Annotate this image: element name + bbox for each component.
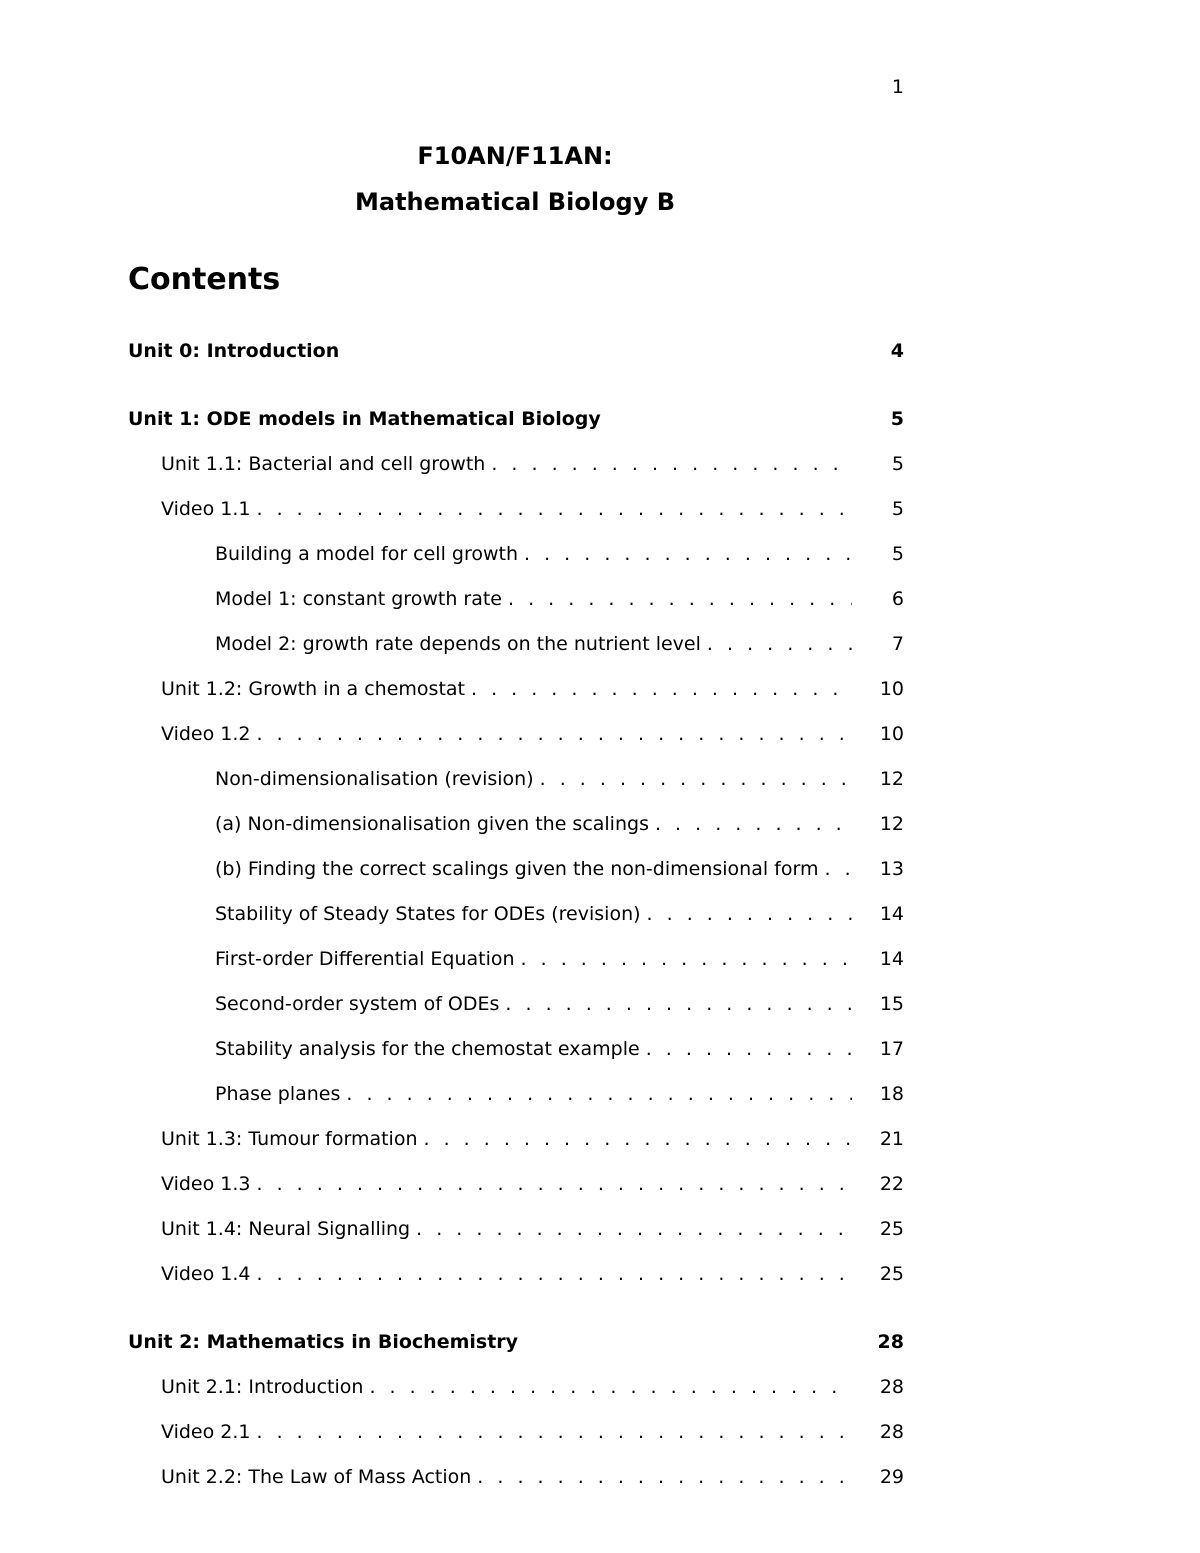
toc-entry-page: 21	[879, 1128, 904, 1150]
toc-entry-title: Unit 2.1: Introduction	[161, 1376, 364, 1398]
toc-unit-entry[interactable]	[128, 1331, 904, 1357]
toc-dot-leader	[540, 768, 852, 790]
toc-dot-leader	[257, 498, 853, 520]
toc-entry-title: Non-dimensionalisation (revision)	[215, 768, 534, 790]
toc-subsection-entry[interactable]	[128, 768, 904, 794]
toc-entry-title: Model 2: growth rate depends on the nutrient level	[215, 633, 701, 655]
toc-dot-leader	[521, 948, 852, 970]
toc-dot-leader	[257, 1421, 853, 1443]
toc-entry-title: Phase planes	[215, 1083, 341, 1105]
toc-dot-leader	[505, 993, 852, 1015]
toc-entry-page: 10	[879, 678, 904, 700]
toc-section-entry[interactable]	[128, 1218, 904, 1244]
toc-entry-title: Video 1.4	[161, 1263, 251, 1285]
toc-subsection-entry[interactable]	[128, 543, 904, 569]
toc-section-entry[interactable]	[128, 1263, 904, 1289]
toc-dot-leader	[471, 678, 852, 700]
toc-entry-title: Unit 0: Introduction	[128, 340, 340, 362]
toc-entry-title: Second-order system of ODEs	[215, 993, 500, 1015]
toc-entry-page: 25	[879, 1263, 904, 1285]
toc-entry-title: Stability of Steady States for ODEs (revision)	[215, 903, 641, 925]
toc-entry-title: Video 1.1	[161, 498, 251, 520]
toc-entry-title: Model 1: constant growth rate	[215, 588, 502, 610]
toc-entry-title: Unit 2.2: The Law of Mass Action	[161, 1466, 472, 1488]
toc-dot-leader	[707, 633, 852, 655]
toc-entry-page: 5	[891, 543, 904, 565]
toc-entry-page: 5	[891, 498, 904, 520]
toc-dot-leader	[824, 858, 852, 880]
toc-entry-page: 12	[879, 813, 904, 835]
toc-entry-title: Unit 1.2: Growth in a chemostat	[161, 678, 465, 700]
toc-section-entry[interactable]	[128, 678, 904, 704]
toc-dot-leader	[424, 1128, 853, 1150]
toc-entry-page: 6	[891, 588, 904, 610]
toc-entry-page: 10	[879, 723, 904, 745]
toc-entry-page: 5	[890, 408, 904, 430]
toc-entry-title: Unit 1.1: Bacterial and cell growth	[161, 453, 486, 475]
toc-dot-leader	[257, 723, 853, 745]
toc-subsection-entry[interactable]	[128, 588, 904, 614]
toc-dot-leader	[416, 1218, 852, 1240]
toc-entry-page: 7	[891, 633, 904, 655]
toc-section-entry[interactable]	[128, 1466, 904, 1492]
toc-entry-page: 15	[879, 993, 904, 1015]
toc-dot-leader	[508, 588, 852, 610]
toc-section-entry[interactable]	[128, 1128, 904, 1154]
toc-entry-page: 28	[877, 1331, 904, 1353]
toc-entry-title: (b) Finding the correct scalings given the non-dimensional form	[215, 858, 819, 880]
toc-dot-leader	[257, 1173, 853, 1195]
toc-subsection-entry[interactable]	[128, 948, 904, 974]
toc-entry-page: 25	[879, 1218, 904, 1240]
toc-unit-entry[interactable]	[128, 408, 904, 434]
toc-dot-leader	[524, 543, 852, 565]
toc-entry-title: Video 2.1	[161, 1421, 251, 1443]
toc-dot-leader	[647, 903, 852, 925]
toc-entry-title: Video 1.3	[161, 1173, 251, 1195]
toc-entry-page: 17	[879, 1038, 904, 1060]
toc-entry-title: Unit 1.4: Neural Signalling	[161, 1218, 411, 1240]
toc-entry-page: 4	[890, 340, 904, 362]
toc-entry-page: 22	[879, 1173, 904, 1195]
toc-dot-leader	[369, 1376, 852, 1398]
page-number: 1	[891, 76, 904, 98]
toc-dot-leader	[655, 813, 852, 835]
toc-subsection-entry[interactable]	[128, 1038, 904, 1064]
toc-entry-page: 14	[879, 948, 904, 970]
toc-dot-leader	[477, 1466, 852, 1488]
toc-dot-leader	[346, 1083, 852, 1105]
toc-entry-title: Video 1.2	[161, 723, 251, 745]
toc-entry-page: 12	[879, 768, 904, 790]
toc-entry-title: (a) Non-dimensionalisation given the scalings	[215, 813, 649, 835]
toc-subsection-entry[interactable]	[128, 633, 904, 659]
toc-entry-title: Stability analysis for the chemostat example	[215, 1038, 640, 1060]
toc-entry-page: 29	[879, 1466, 904, 1488]
toc-entry-title: Unit 1: ODE models in Mathematical Biology	[128, 408, 601, 430]
toc-entry-page: 5	[891, 453, 904, 475]
toc-entry-title: First-order Differential Equation	[215, 948, 515, 970]
toc-section-entry[interactable]	[128, 723, 904, 749]
toc-subsection-entry[interactable]	[128, 903, 904, 929]
toc-entry-page: 14	[879, 903, 904, 925]
toc-unit-entry[interactable]	[128, 340, 904, 366]
toc-section-entry[interactable]	[128, 1421, 904, 1447]
toc-subsection-entry[interactable]	[128, 1083, 904, 1109]
document-title: F10AN/F11AN:	[417, 142, 613, 170]
toc-subsection-entry[interactable]	[128, 813, 904, 839]
toc-entry-title: Unit 2: Mathematics in Biochemistry	[128, 1331, 519, 1353]
toc-subsection-entry[interactable]	[128, 993, 904, 1019]
toc-entry-title: Building a model for cell growth	[215, 543, 519, 565]
toc-entry-page: 18	[879, 1083, 904, 1105]
toc-entry-page: 13	[879, 858, 904, 880]
toc-dot-leader	[491, 453, 852, 475]
toc-dot-leader	[646, 1038, 852, 1060]
toc-section-entry[interactable]	[128, 1376, 904, 1402]
toc-entry-title: Unit 1.3: Tumour formation	[161, 1128, 418, 1150]
toc-entry-page: 28	[879, 1421, 904, 1443]
contents-heading: Contents	[128, 262, 281, 297]
toc-subsection-entry[interactable]	[128, 858, 904, 884]
toc-entry-page: 28	[879, 1376, 904, 1398]
toc-section-entry[interactable]	[128, 1173, 904, 1199]
toc-dot-leader	[257, 1263, 853, 1285]
document-subtitle: Mathematical Biology B	[354, 188, 675, 216]
toc-section-entry[interactable]	[128, 453, 904, 479]
toc-section-entry[interactable]	[128, 498, 904, 524]
